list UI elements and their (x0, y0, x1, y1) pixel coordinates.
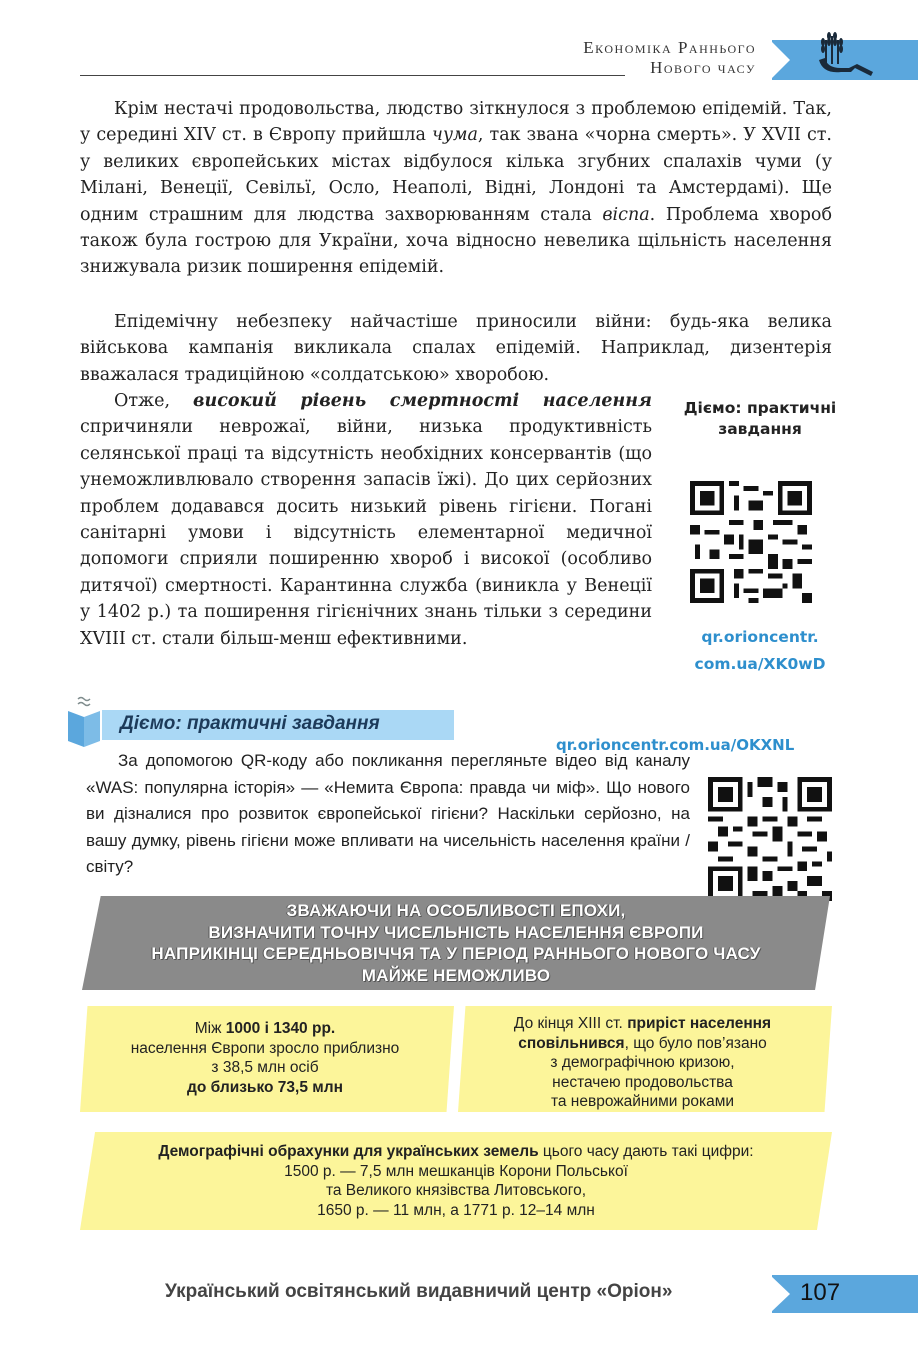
page-number-tab (772, 1275, 918, 1313)
fact-text: нестачею продовольства (552, 1073, 733, 1091)
fact-text: Між (194, 1020, 226, 1037)
fact-growth-text (90, 1019, 440, 1097)
footer-chevron (770, 1275, 790, 1313)
term-smallpox: віспа (602, 204, 650, 225)
activity-title: Діємо: практичні завдання (120, 713, 380, 734)
fact-text: з 38,5 млн осіб (211, 1059, 319, 1076)
fact-text: та неврожайними роками (550, 1093, 735, 1110)
fact-slowdown-text (470, 1014, 815, 1112)
fact-ukraine-text (90, 1142, 822, 1220)
page-number: 107 (800, 1279, 841, 1306)
activity-text (86, 748, 690, 881)
fact-text: До кінця XIII ст. (513, 1015, 628, 1032)
chapter-title-line1: Економіка Раннього (583, 38, 756, 57)
header-chevron (770, 40, 790, 80)
fact-text: 1500 р. — 7,5 млн мешканців Корони Польської (284, 1162, 628, 1180)
sidebar-qr-link[interactable]: qr.orioncentr. com.ua/XK0wD (694, 628, 826, 673)
banner-line: ВИЗНАЧИТИ ТОЧНУ ЧИСЕЛЬНІСТЬ НАСЕЛЕННЯ ЄВРОПИ (208, 922, 704, 942)
fact-text: з демографічною кризою, (550, 1054, 735, 1071)
term-plague: чума (431, 125, 478, 146)
paragraph-text: Крім нестачі продовольства, людство зіткнулося з проблемою епідемій. Так, у середині XIV ст. в Європу прийшла (80, 99, 832, 146)
paragraph-text: спричиняли неврожаї, війни, низька продуктивність селянської праці та відсутність необхідних консервантів (що унеможливлювало створення запасів їжі). До цих серйозних проблем додавався досить низький рівень гігієни. Погані санітарні умови і відсутність елементарної медичної допомоги сприяли поширенню хвороб і високої (особливо дитячої) смертності. Карантинна служба (виникла у Венеції у 1402 р.) та поширення гігієнічних знань тільки з середини XVIII ст. стали більш-менш ефективними. (80, 417, 652, 649)
publisher-name: Український освітянський видавничий центр «Оріон» (165, 1281, 673, 1302)
paragraph-text: , так звана «чорна смерть». У XVII ст. у великих європейських містах відбулося кілька згубних спалахів чуми (у Мілані, Венеції, Севільї, Осло, Неаполі, Відні, Лондоні та Амстердамі). Ще одним страшним для людства захворюванням стала (80, 125, 832, 225)
fact-highlight: приріст населення (627, 1015, 772, 1032)
banner-line: ЗВАЖАЮЧИ НА ОСОБЛИВОСТІ ЕПОХИ, (286, 901, 626, 920)
fact-text: , що було пов’язано (624, 1034, 767, 1052)
paragraph-epidemics (80, 96, 832, 281)
wheat-sickle-icon (815, 30, 877, 80)
banner-line: НАПРИКІНЦІ СЕРЕДНЬОВІЧЧЯ ТА У ПЕРІОД РАННЬОГО НОВОГО ЧАСУ (151, 944, 761, 963)
paragraph-wars: Епідемічну небезпеку найчастіше приносили війни: будь-яка велика військова кампанія викликала спалах епідемій. Наприклад, дизентерія вважалася традиційною «солдатською» хворобою. (80, 312, 832, 385)
key-term-mortality: високий рівень смертності населення (193, 391, 652, 411)
sidebar-title: Діємо: практичні завдання (683, 399, 837, 438)
paragraph-text: Отже, (114, 391, 194, 411)
fact-text: та Великого князівства Литовського, (325, 1182, 587, 1199)
qr-code-activity[interactable] (708, 776, 832, 902)
fact-highlight: сповільнився (518, 1034, 625, 1052)
paragraph-text: . Проблема хвороб також була гострою для України, хоча відносно невелика щільність населення знижувала ризик поширення епідемій. (80, 204, 833, 278)
activity-qr-link[interactable]: qr.orioncentr.com.ua/OKXNL (556, 736, 795, 754)
fact-text: населення Європи зросло приблизно (130, 1039, 400, 1057)
fact-years: 1000 і 1340 рр. (225, 1020, 336, 1037)
banner-line: МАЙЖЕ НЕМОЖЛИВО (361, 965, 551, 985)
key-statement-text (82, 900, 830, 986)
fact-figure: до близько 73,5 млн (187, 1078, 343, 1096)
chapter-title-line2: Нового часу (650, 58, 756, 77)
qr-code-sidebar[interactable] (690, 480, 812, 604)
fact-highlight: Демографічні обрахунки для українських земель (158, 1143, 539, 1160)
header-rule (80, 75, 625, 76)
fact-text: цього часу дають такі цифри: (538, 1143, 754, 1160)
book-icon (64, 695, 106, 749)
fact-text: 1650 р. — 11 млн, а 1771 р. 12–14 млн (317, 1201, 595, 1219)
paragraph-mortality (80, 388, 652, 652)
activity-task-text: За допомогою QR-коду або покликання перегляньте відео від каналу «WAS: популярна історія» — «Немита Європа: правда чи міф». Що нового ви дізналися про розвиток європейської гігієни? Наскільки серйозно, на вашу думку, рівень гігієни може впливати на чисельність населення країни / світу? (86, 751, 690, 876)
